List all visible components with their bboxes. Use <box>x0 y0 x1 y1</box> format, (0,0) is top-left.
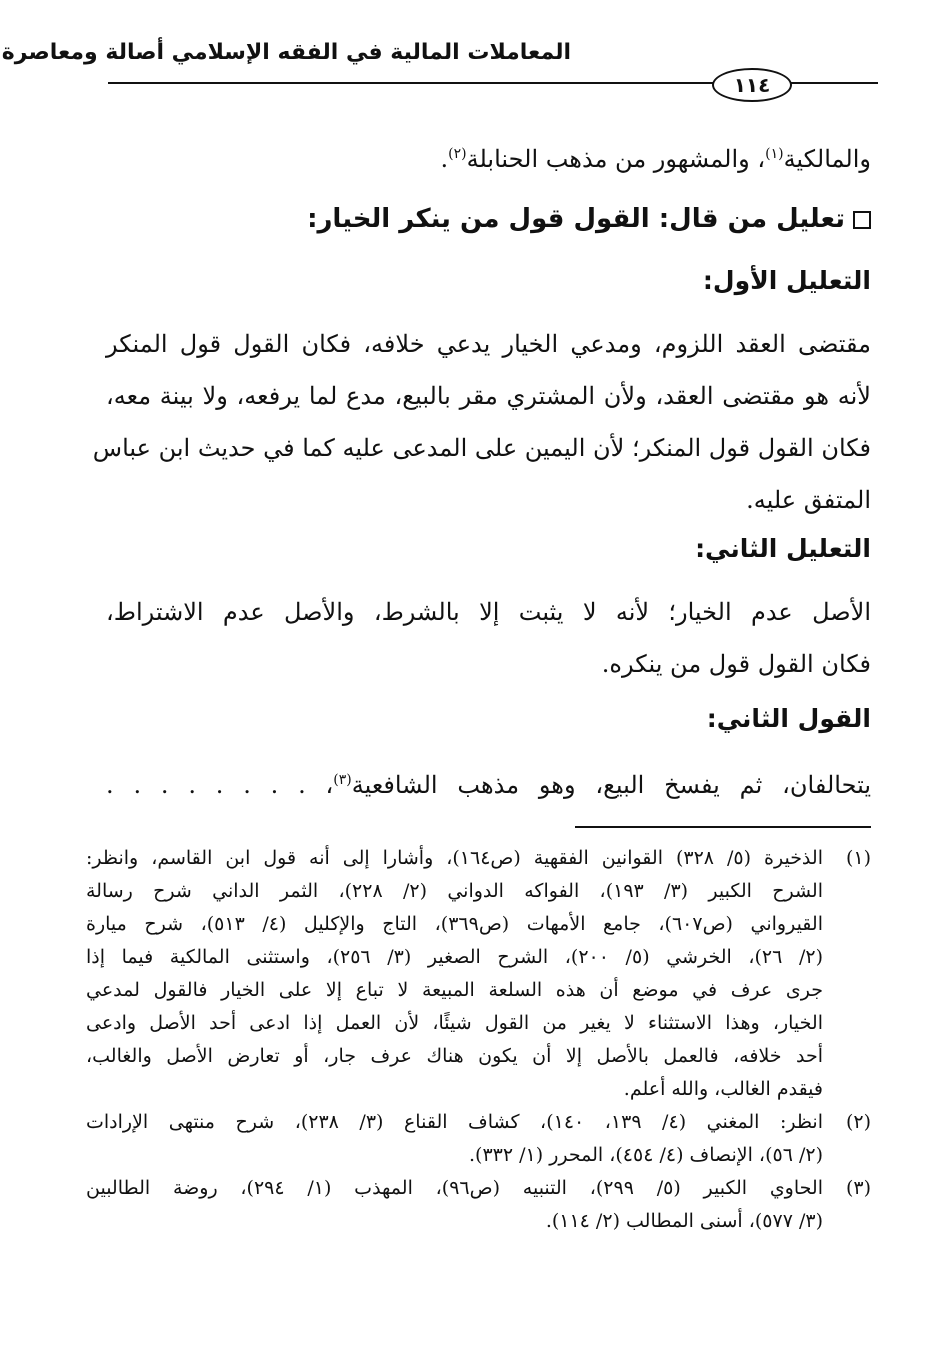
footnote-line: جرى عرف في موضع أن هذه السلعة المبيعة لا تباع إلا على الخيار فالقول لمدعي <box>86 979 823 1001</box>
footnote-number: (٣) <box>845 1177 871 1199</box>
paragraph-line: مقتضى العقد اللزوم، ومدعي الخيار يدعي خلافه، فكان القول قول المنكر <box>106 330 871 358</box>
second-opinion-paragraph <box>106 754 871 811</box>
footnote-line: (٣/ ٥٧٧)، أسنى المطالب (٢/ ١١٤). <box>545 1210 823 1232</box>
intro-text-c: . <box>440 145 449 173</box>
footnote-line: انظر: المغني (٤/ ١٣٩، ١٤٠)، كشاف القناع (٣/ ٢٣٨)، شرح منتهى الإرادات <box>86 1111 823 1133</box>
footnote-number: (٢) <box>845 1111 871 1133</box>
footnote-rule <box>575 826 871 828</box>
second-reason-paragraph <box>106 586 871 690</box>
footnote-3 <box>86 1172 871 1238</box>
second-reason-heading: التعليل الثاني: <box>695 534 871 563</box>
footnote-line: الشرح الكبير (٣/ ١٩٣)، الفواكه الدواني (٢/ ٢٢٨)، الثمر الداني شرح رسالة <box>86 880 823 902</box>
intro-text-b: ، والمشهور من مذهب الحنابلة <box>466 145 766 173</box>
footnote-number: (١) <box>845 847 871 869</box>
footnote-line: (٢/ ٢٦)، الخرشي (٥/ ٢٠٠)، الشرح الصغير (٣/ ٢٥٦)، واستثنى المالكية فيما إذا <box>86 946 823 968</box>
intro-text-a: والمالكية <box>783 145 871 173</box>
footnote-line: أحد خلافه، فالعمل بالأصل إلا أن يكون هناك عرف جار، أو تعارض الأصل والغالب، <box>86 1045 823 1067</box>
running-title: المعاملات المالية في الفقه الإسلامي أصالة ومعاصرة <box>1 40 571 65</box>
footnote-ref-3: (٣) <box>333 772 352 788</box>
intro-line <box>106 128 871 185</box>
footnote-line: القيرواني (ص٦٠٧)، جامع الأمهات (ص٣٦٩)، التاج والإكليل (٤/ ٥١٣)، شرح ميارة <box>86 913 823 935</box>
section-heading-text: تعليل من قال: القول قول من ينكر الخيار: <box>307 204 845 234</box>
paragraph-line: الأصل عدم الخيار؛ لأنه لا يثبت إلا بالشرط، والأصل عدم الاشتراط، <box>106 598 871 626</box>
footnote-ref-1: (١) <box>765 146 784 162</box>
square-bullet-icon <box>853 211 871 229</box>
footnotes <box>86 842 871 1238</box>
section-heading <box>307 204 871 234</box>
second-opinion-heading: القول الثاني: <box>706 704 871 733</box>
first-reason-paragraph <box>92 318 871 526</box>
second-opinion-text-b: ، . . . . . . . . <box>106 771 334 799</box>
page-number: ١١٤ <box>712 68 792 102</box>
paragraph-line: فكان القول قول المنكر؛ لأن اليمين على المدعى عليه كما في حديث ابن عباس <box>92 434 871 462</box>
footnote-line: فيقدم الغالب، والله أعلم. <box>623 1078 823 1100</box>
first-reason-heading: التعليل الأول: <box>702 266 871 295</box>
paragraph-line: فكان القول قول من ينكره. <box>601 650 871 678</box>
paragraph-line <box>106 754 871 811</box>
second-opinion-text-a: يتحالفان، ثم يفسخ البيع، وهو مذهب الشافعية <box>351 771 871 799</box>
paragraph-line: المتفق عليه. <box>746 486 871 514</box>
intro-paragraph <box>106 128 871 185</box>
footnote-line: الحاوي الكبير (٥/ ٢٩٩)، التنبيه (ص٩٦)، المهذب (١/ ٢٩٤)، روضة الطالبين <box>86 1177 823 1199</box>
paragraph-line: لأنه هو مقتضى العقد، ولأن المشتري مقر بالبيع، مدع لما يرفعه، ولا بينة معه، <box>106 382 871 410</box>
footnote-line: الذخيرة (٥/ ٣٢٨) القوانين الفقهية (ص١٦٤)، وأشارا إلى أنه قول ابن القاسم، وانظر: <box>86 847 823 869</box>
footnote-line: (٢/ ٥٦)، الإنصاف (٤/ ٤٥٤)، المحرر (١/ ٣٣٢). <box>469 1144 823 1166</box>
footnote-line: الخيار، وهذا الاستثناء لا يغير من القول شيئًا، لأن العمل إذا ادعى أحد الأصل وادعى <box>86 1012 823 1034</box>
footnote-ref-2: (٢) <box>448 146 467 162</box>
footnote-1 <box>86 842 871 1106</box>
footnote-2 <box>86 1106 871 1172</box>
